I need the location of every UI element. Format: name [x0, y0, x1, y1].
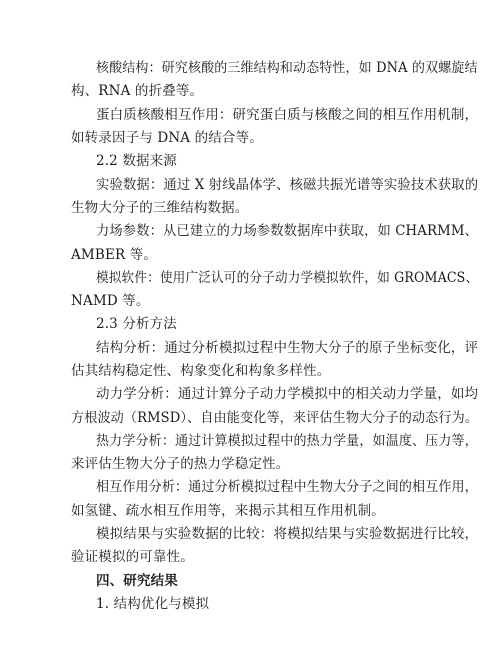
paragraph-line: 验证模拟的可靠性。 [71, 549, 194, 565]
paragraph-line: AMBER 等。 [71, 247, 158, 263]
paragraph-line: 生物大分子的三维结构数据。 [71, 200, 249, 216]
section-heading: 2.2 数据来源 [96, 153, 177, 169]
paragraph-line: 蛋白质核酸相互作用：研究蛋白质与核酸之间的相互作用机制， [96, 107, 479, 123]
paragraph-line: 来评估生物大分子的热力学稳定性。 [71, 456, 290, 472]
paragraph-line: 模拟结果与实验数据的比较：将模拟结果与实验数据进行比较， [96, 526, 479, 542]
paragraph-line: 动力学分析：通过计算分子动力学模拟中的相关动力学量，如均 [96, 386, 479, 402]
paragraph-line: 方根波动（RMSD）、自由能变化等，来评估生物大分子的动态行为。 [71, 410, 479, 426]
paragraph-line: 模拟软件：使用广泛认可的分子动力学模拟软件，如 GROMACS、 [96, 270, 479, 286]
paragraph-line: 热力学分析：通过计算模拟过程中的热力学量，如温度、压力等， [96, 433, 478, 449]
paragraph-line: 构、RNA 的折叠等。 [71, 83, 204, 99]
paragraph-line: 估其结构稳定性、构象变化和构象多样性。 [71, 363, 331, 379]
paragraph-line: 相互作用分析：通过分析模拟过程中生物大分子之间的相互作用， [96, 479, 478, 495]
paragraph-line: 核酸结构：研究核酸的三维结构和动态特性，如 DNA 的双螺旋结 [96, 60, 478, 76]
paragraph-line: NAMD 等。 [71, 293, 150, 309]
section-heading: 2.3 分析方法 [96, 316, 177, 332]
chapter-heading: 四、研究结果 [96, 573, 178, 589]
paragraph-line: 如氢键、疏水相互作用等，来揭示其相互作用机制。 [71, 503, 385, 519]
paragraph-line: 实验数据：通过 X 射线晶体学、核磁共振光谱等实验技术获取的 [96, 177, 479, 193]
subsection-heading: 1. 结构优化与模拟 [96, 596, 210, 612]
paragraph-line: 力场参数：从已建立的力场参数数据库中获取，如 CHARMM、 [96, 223, 478, 239]
paragraph-line: 如转录因子与 DNA 的结合等。 [71, 130, 263, 146]
paragraph-line: 结构分析：通过分析模拟过程中生物大分子的原子坐标变化，评 [96, 340, 479, 356]
